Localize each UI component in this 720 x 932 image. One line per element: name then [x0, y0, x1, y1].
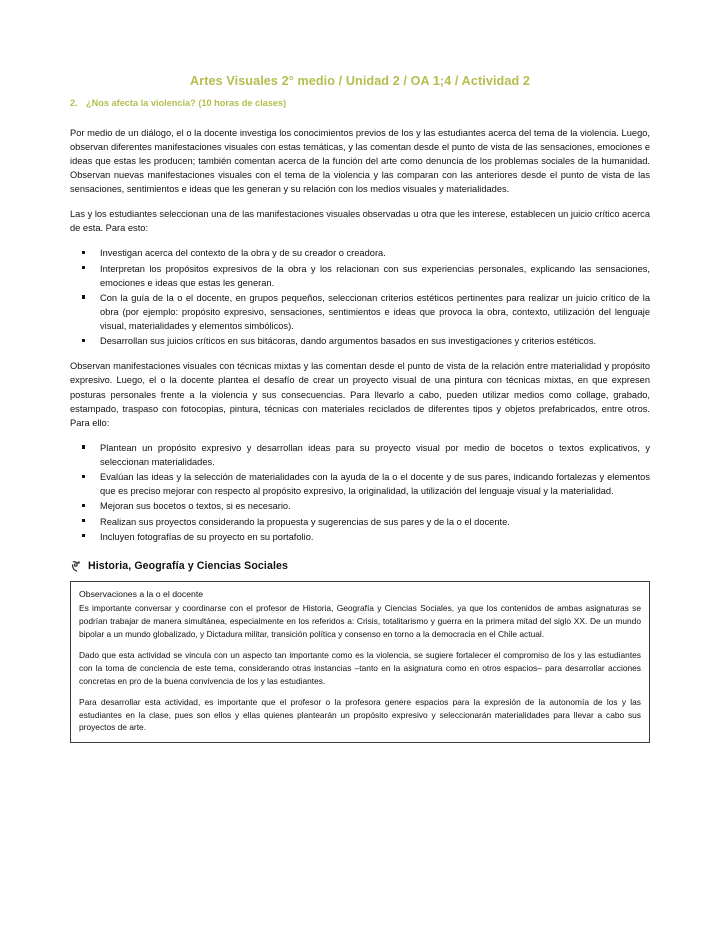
bullet-icon: [82, 519, 85, 522]
connection-icon: [70, 560, 83, 573]
list-item-text: Realizan sus proyectos considerando la propuesta y sugerencias de sus pares y de la o el docente.: [100, 516, 510, 527]
page-title: Artes Visuales 2° medio / Unidad 2 / OA 1;4 / Actividad 2: [190, 74, 530, 88]
list-item-text: Plantean un propósito expresivo y desarrollan ideas para su proyecto visual por medio de bocetos o textos explicativos, y seleccionan materialidades.: [100, 442, 650, 468]
list-item: [70, 441, 650, 469]
list-item: [70, 515, 650, 529]
bullet-icon: [82, 504, 85, 507]
list-item-text: Investigan acerca del contexto de la obra y de su creador o creadora.: [100, 248, 386, 259]
intro-paragraph-1: Por medio de un diálogo, el o la docente investiga los conocimientos previos de los y las estudiantes acerca del tema de la violencia. Luego, observan diferentes manifestaciones visuales con estas temáticas, y las comentan desde el punto de vista de las sensaciones, emociones e ideas que estas les producen; también comentan acerca de la función del arte como denuncia de los problemas sociales de la humanidad. Observan nuevas manifestaciones visuales con el tema de la violencia y las comparan con las anteriores desde el punto de vista de las sensaciones, sentimientos e ideas que les generan y su relación con los medios visuales y materialidades.: [70, 127, 650, 195]
teacher-note-paragraph: Es importante conversar y coordinarse con el profesor de Historia, Geografía y Ciencias Sociales, ya que los contenidos de ambas asignaturas se podrían trabajar de manera simultánea, especialmente en los referidos a: Crisis, totalitarismo y guerra en la primera mitad del siglo XX. De un mundo bipolar a un mundo globalizado, y Dictadura militar, transición política y consenso en torno a la democracia en el Chile actual.: [79, 603, 641, 639]
list-item-text: Desarrollan sus juicios críticos en sus bitácoras, dando argumentos basados en sus investigaciones y criterios estéticos.: [100, 336, 597, 347]
bullet-icon: [82, 445, 85, 448]
list-item-text: Incluyen fotografías de su proyecto en su portafolio.: [100, 531, 314, 542]
intro-paragraph-2: Las y los estudiantes seleccionan una de las manifestaciones visuales observadas u otra que les interese, establecen un juicio crítico acerca de esta. Para esto:: [70, 209, 650, 234]
list-item: [70, 530, 650, 544]
cross-curricular-label: Historia, Geografía y Ciencias Sociales: [88, 560, 288, 573]
teacher-notes-title: Observaciones a la o el docente: [79, 588, 204, 599]
bullet-icon: [82, 266, 85, 269]
list-item: [70, 246, 650, 260]
bullet-icon: [82, 251, 85, 254]
criteria-list: [70, 246, 650, 348]
list-item-text: Con la guía de la o el docente, en grupos pequeños, seleccionan criterios estéticos pertinentes para realizar un juicio crítico de la obra (por ejemplo: propósito expresivo, sensaciones, sentimientos e ideas que provoca la obra, contexto, utilización del lenguaje visual, materialidades y elementos simbólicos).: [100, 292, 650, 332]
bullet-icon: [82, 339, 85, 342]
teacher-note-paragraph: Dado que esta actividad se vincula con un aspecto tan importante como es la violencia, se sugiere fortalecer el compromiso de los y las estudiantes con la toma de conciencia de este tema, considerando otras instancias –tanto en la asignatura como en otros espacios– para desarrollar acciones concretas en pro de la buena convivencia de los y las estudiantes.: [79, 650, 641, 686]
list-item: [70, 334, 650, 348]
teacher-notes-box: [70, 581, 650, 743]
list-item: [70, 499, 650, 513]
bullet-icon: [82, 295, 85, 298]
project-steps-list: [70, 441, 650, 544]
teacher-note-paragraph: Para desarrollar esta actividad, es importante que el profesor o la profesora genere espacios para la expresión de la autonomía de los y las estudiantes en la clase, pues son ellos y ellas quienes plantearán un propósito expresivo y seleccionarán materialidades para llevar a cabo sus proyectos de arte.: [79, 697, 641, 733]
project-paragraph-1: Observan manifestaciones visuales con técnicas mixtas y las comentan desde el punto de vista de la relación entre materialidad y propósito expresivo. Luego, el o la docente plantea el desafío de crear un proyecto visual de una pintura con técnicas mixtas, en que expresen posturas personales frente a la violencia y sus consecuencias. Para llevarlo a cabo, pueden utilizar medios como collage, grabado, estampado, traspaso con fotocopias, pintura, técnicas con materiales reciclados de diferentes tipos y objetos prefabricados, entre otros. Para ello:: [70, 361, 650, 428]
activity-number: 2.: [70, 98, 78, 109]
bullet-icon: [82, 475, 85, 478]
activity-heading: [70, 98, 650, 110]
activity-title: ¿Nos afecta la violencia? (10 horas de clases): [86, 98, 287, 109]
list-item-text: Mejoran sus bocetos o textos, si es necesario.: [100, 501, 291, 512]
list-item: [70, 291, 650, 333]
bullet-icon: [82, 534, 85, 537]
list-item-text: Evalúan las ideas y la selección de materialidades con la ayuda de la o el docente y de sus pares, indicando fortalezas y elementos que es preciso mejorar con respecto al propósito expresivo, la originalidad, la utilización del lenguaje visual y la materialidad.: [100, 472, 650, 497]
cross-curricular-heading: [70, 560, 650, 573]
list-item: [70, 470, 650, 498]
list-item: [70, 262, 650, 290]
list-item-text: Interpretan los propósitos expresivos de la obra y los relacionan con sus experiencias personales, explicando las sensaciones, emociones e ideas que estas les generan.: [100, 263, 650, 288]
